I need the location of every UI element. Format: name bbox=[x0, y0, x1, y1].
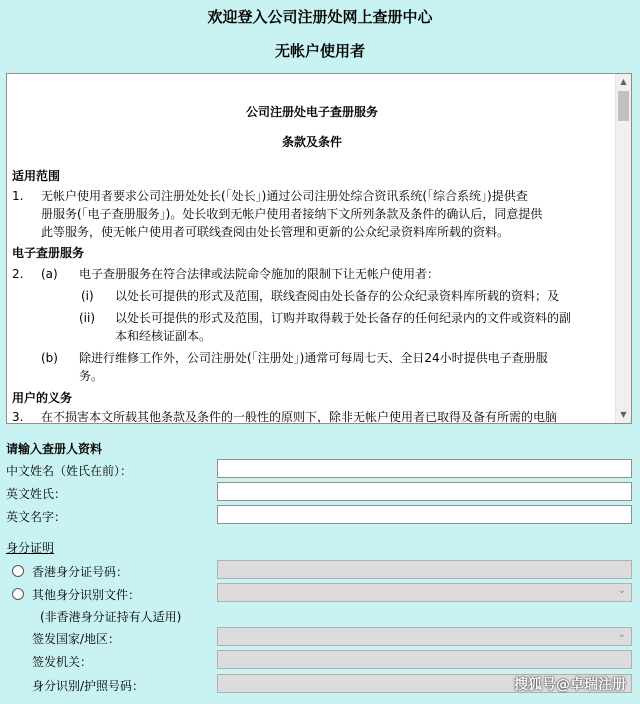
clause2a-text: 电子查册服务在符合法律或法院命令施加的限制下让无帐户使用者： bbox=[79, 267, 440, 281]
clause2b-line: 务。 bbox=[79, 369, 104, 383]
section-eservice: 电子查册服务 bbox=[12, 246, 85, 260]
clause-label: (i) bbox=[81, 289, 94, 303]
clause-number: 3. bbox=[12, 410, 24, 424]
chinese-name-input[interactable] bbox=[217, 459, 632, 478]
clause-label: (b) bbox=[41, 351, 58, 365]
scroll-thumb[interactable] bbox=[618, 91, 629, 121]
watermark: 搜狐号@卓瑞注册 bbox=[514, 677, 626, 693]
issuing-country-label: 签发国家/地区： bbox=[32, 632, 121, 646]
page-subtitle: 无帐户使用者 bbox=[274, 42, 365, 60]
section-obligations: 用户的义务 bbox=[12, 391, 73, 405]
terms-subtitle: 条款及条件 bbox=[281, 135, 342, 149]
hkid-label: 香港身分证号码： bbox=[32, 565, 129, 579]
hkid-input[interactable] bbox=[217, 560, 632, 579]
clause2a-i-text: 以处长可提供的形式及范围，联线查阅由处长备存的公众纪录资料库所载的资料；及 bbox=[115, 289, 560, 303]
chinese-name-label: 中文姓名（姓氏在前）： bbox=[6, 464, 133, 478]
clause2a-ii-line: 本和经核证副本。 bbox=[115, 329, 212, 343]
issuing-authority-label: 签发机关： bbox=[32, 655, 93, 669]
other-id-label: 其他身分识别文件： bbox=[32, 588, 141, 602]
scroll-up-arrow-icon[interactable]: ▲ bbox=[620, 77, 627, 86]
clause-number: 1. bbox=[12, 189, 24, 203]
clause-number: 2. bbox=[12, 267, 24, 281]
chevron-down-icon: ⌄ bbox=[617, 585, 626, 596]
clause1-line: 此等服务，使无帐户使用者可联线查阅由处长管理和更新的公众纪录资料库所载的资料。 bbox=[41, 225, 510, 239]
clause1-line: 册服务(「电子查册服务」)。处长收到无帐户使用者接纳下文所列条款及条件的确认后，同意提供 bbox=[41, 207, 543, 221]
english-given-name-input[interactable] bbox=[217, 505, 632, 524]
english-surname-input[interactable] bbox=[217, 482, 632, 501]
scroll-down-arrow-icon[interactable]: ▼ bbox=[620, 410, 627, 419]
clause-label: (ii) bbox=[79, 311, 96, 325]
clause-label: (a) bbox=[41, 267, 58, 281]
terms-scrollbar[interactable] bbox=[615, 74, 631, 423]
clause2b-line: 除进行维修工作外，公司注册处(「注册处」)通常可每周七天、全日24小时提供电子查册服 bbox=[79, 351, 548, 365]
other-id-radio[interactable] bbox=[12, 588, 24, 600]
clause2a-ii-line: 以处长可提供的形式及范围，订购并取得载于处长备存的任何纪录内的文件或资料的副 bbox=[115, 311, 572, 325]
issuing-authority-input[interactable] bbox=[217, 650, 632, 669]
english-surname-label: 英文姓氏： bbox=[6, 487, 67, 501]
clause1-line: 无帐户使用者要求公司注册处处长(「处长」)通过公司注册处综合资讯系统(「综合系统」)提供查 bbox=[41, 189, 528, 203]
id-section-title: 身分证明 bbox=[6, 541, 55, 555]
hkid-radio[interactable] bbox=[12, 565, 24, 577]
terms-title: 公司注册处电子查册服务 bbox=[245, 105, 378, 119]
issuing-country-select[interactable] bbox=[217, 627, 632, 646]
page-title: 欢迎登入公司注册处网上查册中心 bbox=[207, 8, 433, 26]
section-applicability: 适用范围 bbox=[12, 169, 61, 183]
other-id-note: (非香港身分证持有人适用) bbox=[40, 610, 182, 624]
chevron-down-icon: ⌄ bbox=[617, 629, 626, 640]
other-id-select[interactable] bbox=[217, 583, 632, 602]
terms-and-conditions-box[interactable] bbox=[6, 73, 632, 424]
id-passport-no-label: 身分识别/护照号码： bbox=[32, 679, 145, 693]
english-given-name-label: 英文名字： bbox=[6, 510, 67, 524]
requester-section-title: 请输入查册人资料 bbox=[6, 442, 103, 456]
clause3-line: 在不损害本文所载其他条款及条件的一般性的原则下，除非无帐户使用者已取得及备有所需的电脑 bbox=[41, 410, 558, 424]
